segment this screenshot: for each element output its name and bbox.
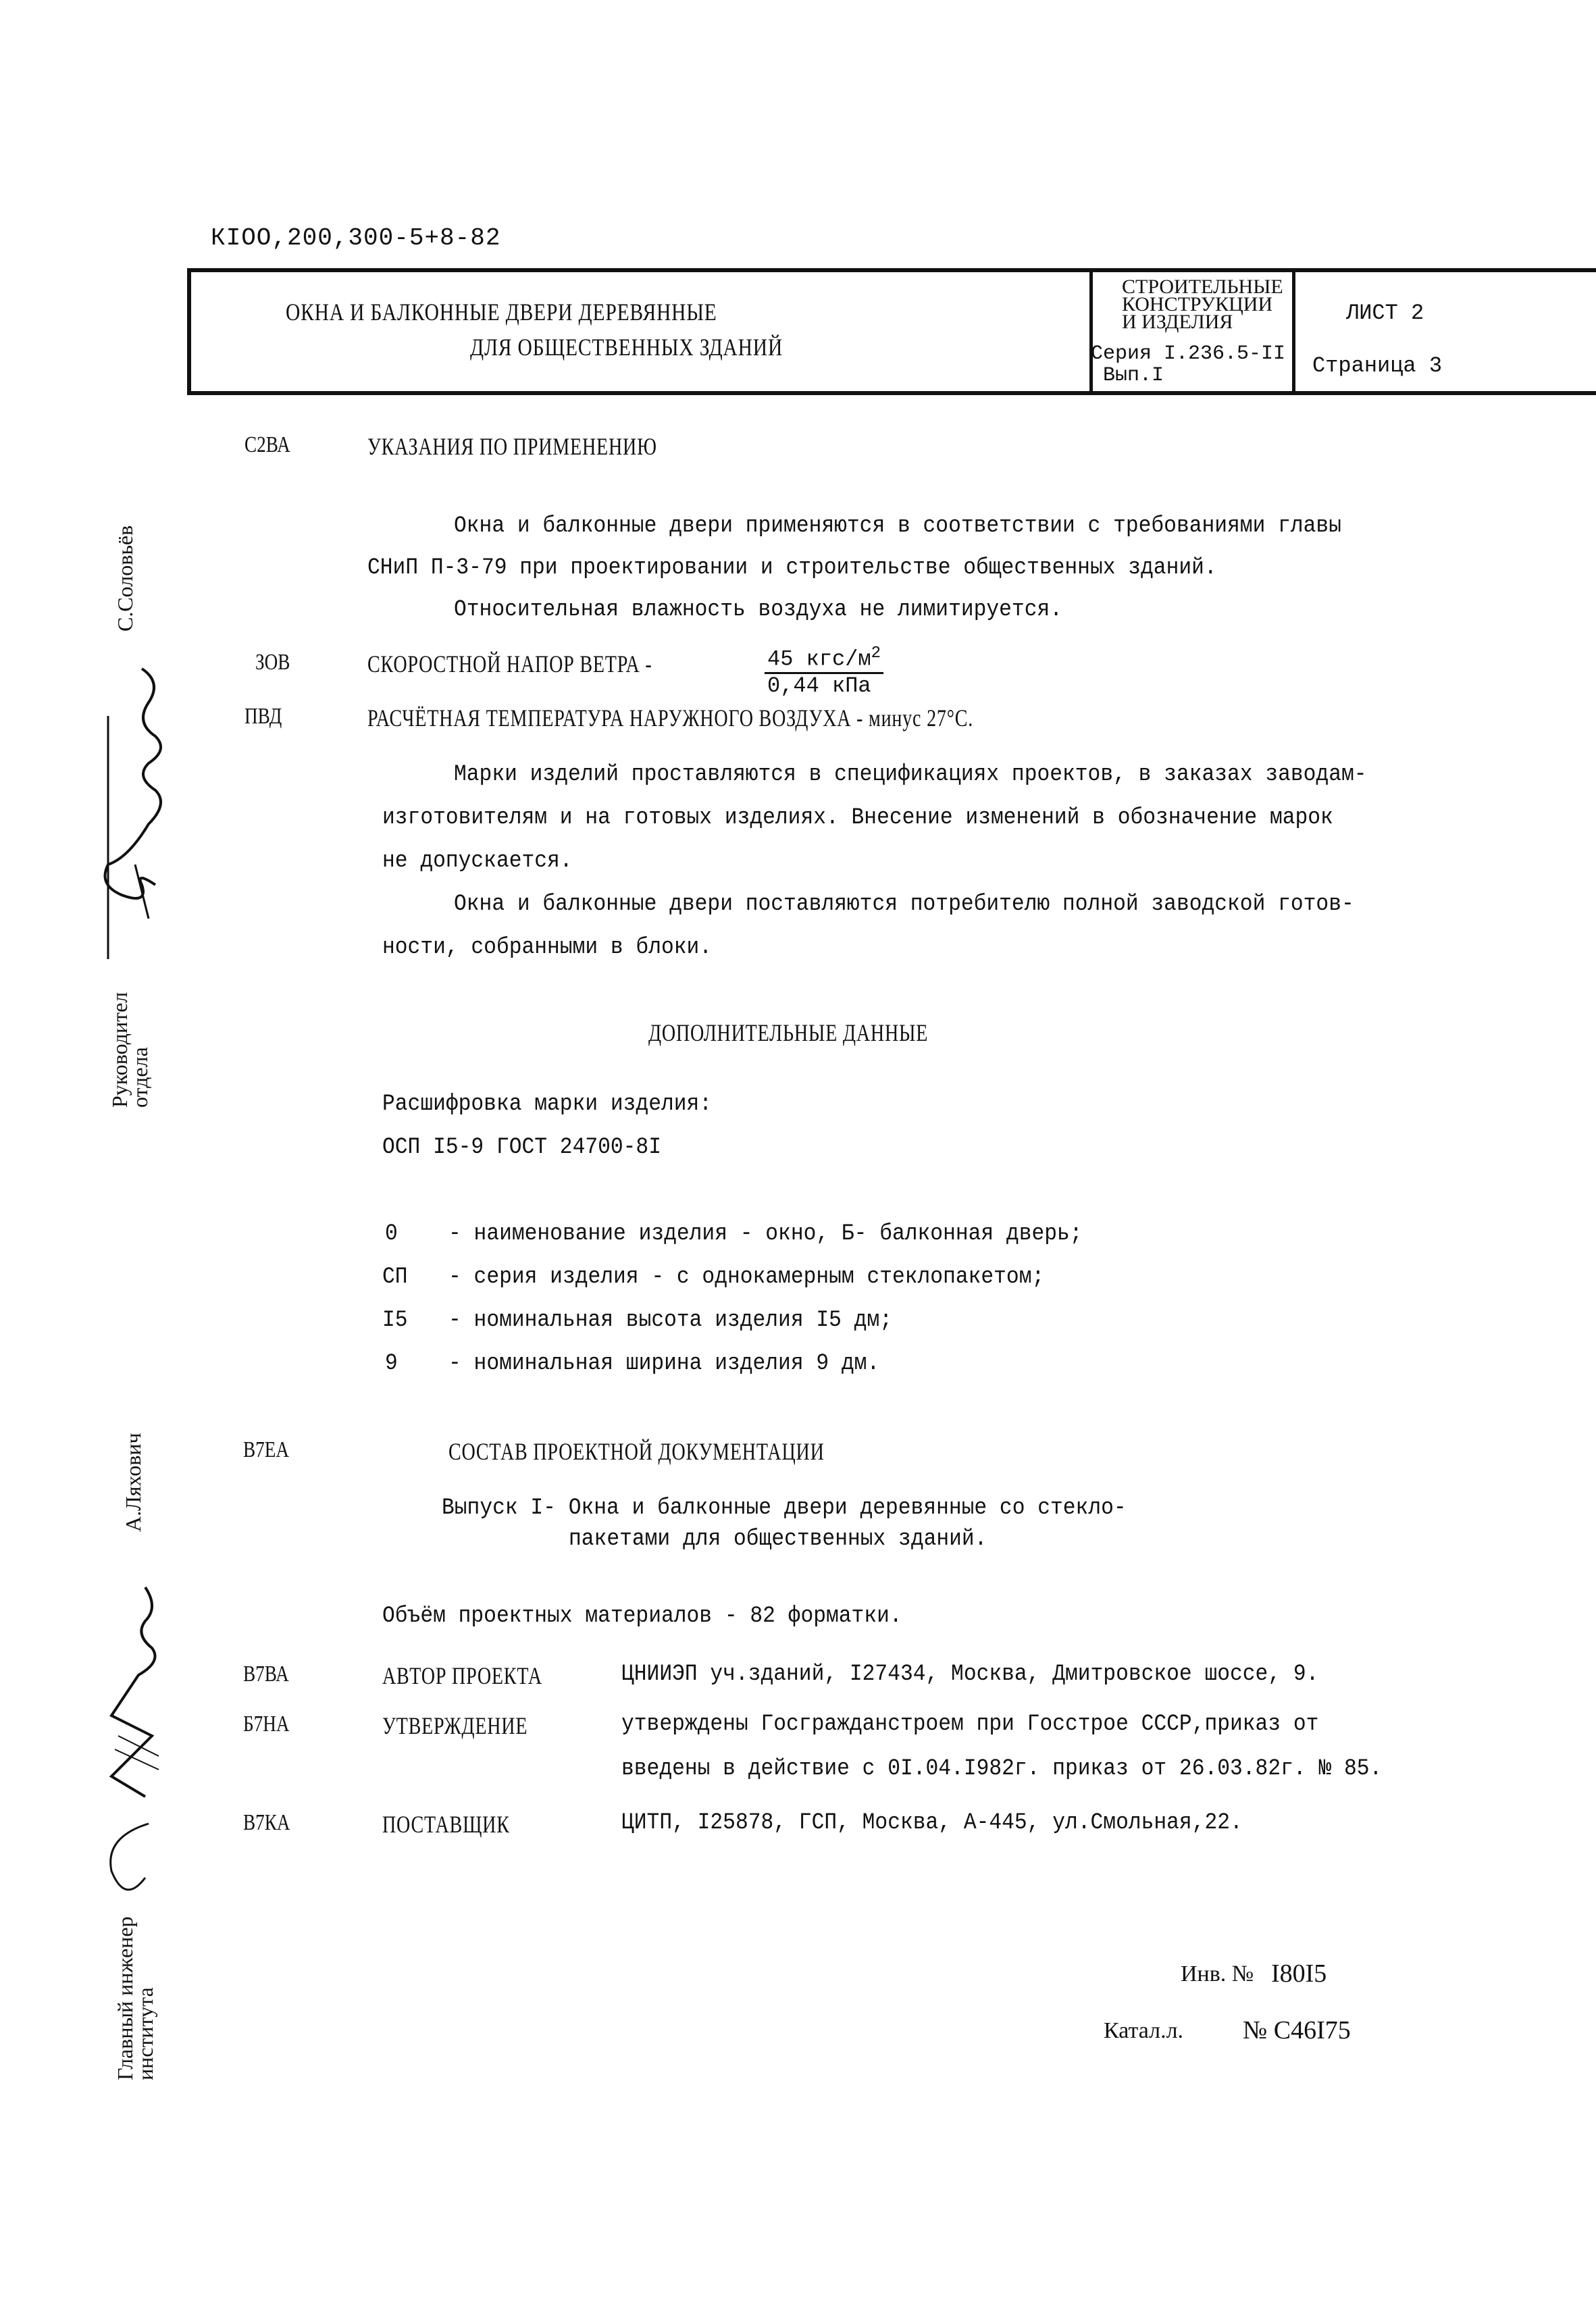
section-code: В7ВА [243,1662,289,1687]
wind-pressure-denominator: 0,44 кПа [767,673,871,698]
signer-role-bottom-line2: института [133,1987,157,2080]
section-code: Б7НА [243,1712,290,1737]
paragraph-line: ности, собранными в блоки. [382,935,713,960]
documentation-volume: Объём проектных материалов - 82 форматки. [382,1603,902,1629]
section-code: С2ВА [244,432,290,457]
section-heading: СОСТАВ ПРОЕКТНОЙ ДОКУМЕНТАЦИИ [448,1438,825,1465]
paragraph-line: Относительная влажность воздуха не лимитируется. [454,597,1063,623]
issue-description: пакетами для общественных зданий. [569,1526,987,1552]
mark-desc: - номинальная высота изделия I5 дм; [448,1308,892,1333]
document-title-line1: ОКНА И БАЛКОННЫЕ ДВЕРИ ДЕРЕВЯННЫЕ [286,299,717,326]
section-code: В7ЕА [243,1437,289,1462]
series-number: Серия I.236.5-II [1091,342,1286,365]
section-heading: УКАЗАНИЯ ПО ПРИМЕНЕНИЮ [367,433,657,460]
paragraph-line: Окна и балконные двери поставляются потребителю полной заводской готов- [454,892,1354,917]
signer-role-top-line2: отдела [128,1047,152,1108]
section-code: В7КА [243,1810,290,1835]
section-code: ПВД [244,704,282,729]
divider [1292,268,1295,395]
example-mark: ОСП I5-9 ГОСТ 24700-8I [382,1135,661,1160]
signer-role-top-line1: Руководител [107,992,132,1108]
inventory-number: I80I5 [1271,1959,1327,1988]
mark-desc: - серия изделия - с однокамерным стеклопакетом; [448,1264,1045,1290]
author-value: ЦНИИЭП уч.зданий, I27434, Москва, Дмитровское шоссе, 9. [621,1662,1319,1687]
document-title-line2: ДЛЯ ОБЩЕСТВЕННЫХ ЗДАНИЙ [470,334,783,361]
title-block [187,268,1596,395]
paragraph-line: Марки изделий проставляются в спецификациях проектов, в заказах заводам- [454,762,1367,788]
supplier-value: ЦИТП, I25878, ГСП, Москва, А-445, ул.Смольная,22. [621,1810,1243,1836]
paragraph-line: СНиП П-3-79 при проектировании и строительстве общественных зданий. [367,555,1217,581]
author-label: АВТОР ПРОЕКТА [382,1662,542,1689]
approval-value: введены в действие с 0I.04.I982г. приказ от 26.03.82г. № 85. [621,1756,1383,1782]
signer-name-top: С.Соловьёв [113,525,137,632]
category-line1: СТРОИТЕЛЬНЫЕ [1122,276,1283,298]
mark-desc: - наименование изделия - окно, Б- балконная дверь; [448,1221,1083,1247]
divider [1089,268,1093,395]
page-number: Страница 3 [1312,353,1443,378]
paragraph-line: изготовителям и на готовых изделиях. Внесение изменений в обозначение марок [382,805,1333,831]
category-line2: КОНСТРУКЦИИ [1122,293,1273,315]
decoding-label: Расшифровка марки изделия: [382,1091,713,1117]
sheet-number: ЛИСТ 2 [1346,301,1424,326]
paragraph-line: Окна и балконные двери применяются в соответствии с требованиями главы [454,513,1341,539]
signer-role-bottom-line1: Главный инженер [113,1916,137,2080]
signer-name-bottom: А.Ляхович [121,1433,145,1532]
wind-pressure-value: 45 кгс/$м^2$ 0,44 кПа [765,643,883,697]
mark-key: 0 [385,1221,398,1247]
approval-value: утверждены Госгражданстроем при Госстрое СССР,приказ от [621,1712,1319,1737]
inventory-label: Инв. № [1181,1961,1254,1986]
catalog-number: № С46I75 [1243,2016,1351,2045]
mark-key: СП [382,1264,408,1290]
category-line3: И ИЗДЕЛИЯ [1122,311,1233,333]
supplier-label: ПОСТАВЩИК [382,1811,510,1838]
mark-key: 9 [385,1351,398,1377]
approval-label: УТВЕРЖДЕНИЕ [382,1712,528,1739]
mark-key: I5 [382,1308,408,1333]
wind-pressure-numerator: 45 кгс/м [767,646,871,672]
section-code: ЗОВ [255,650,290,675]
temperature-label: РАСЧЁТНАЯ ТЕМПЕРАТУРА НАРУЖНОГО ВОЗДУХА - минус 27°С. [367,704,974,731]
issue-number: Вып.I [1103,364,1164,387]
section-heading: ДОПОЛНИТЕЛЬНЫЕ ДАННЫЕ [648,1019,929,1046]
issue-description: Выпуск I- Окна и балконные двери деревянные со стекло- [442,1495,1127,1521]
wind-pressure-label: СКОРОСТНОЙ НАПОР ВЕТРА - [367,650,652,677]
mark-desc: - номинальная ширина изделия 9 дм. [448,1351,880,1377]
catalog-label: Катал.л. [1104,2018,1184,2043]
document-code: КIОО,200,300-5+8-82 [211,224,501,252]
paragraph-line: не допускается. [382,848,573,874]
